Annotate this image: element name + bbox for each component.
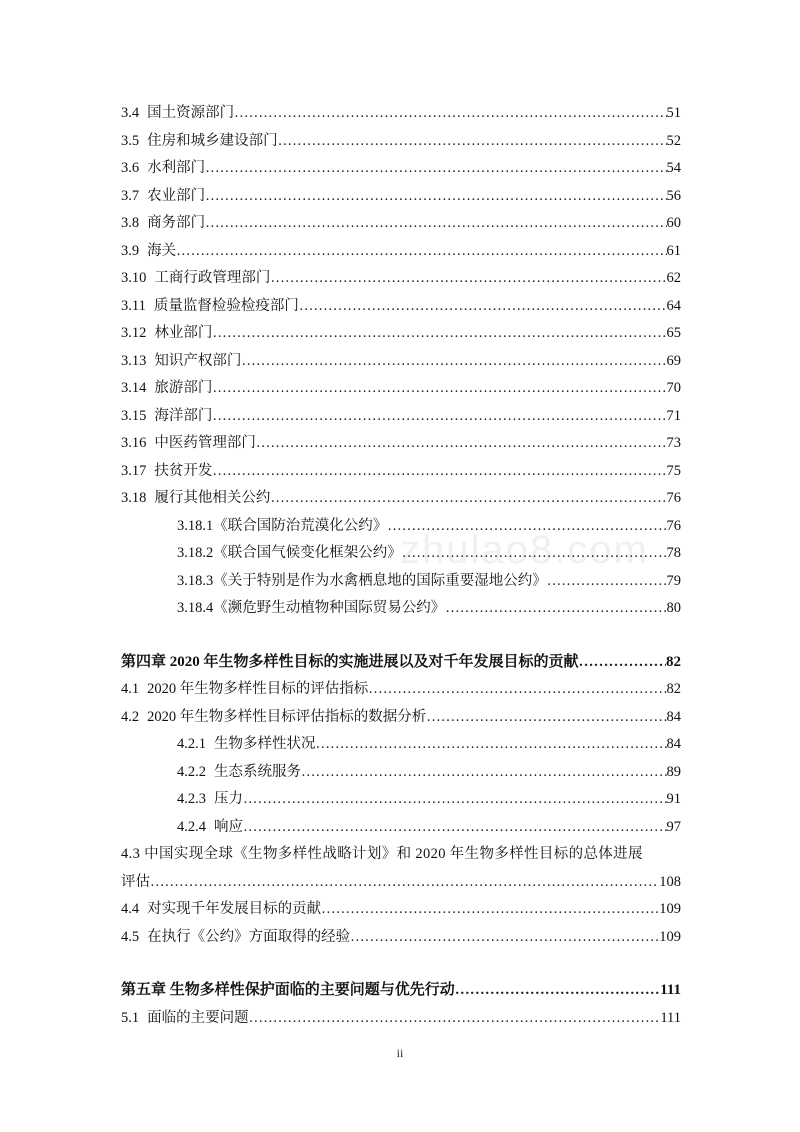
entry-number: 3.14 — [121, 380, 147, 396]
entry-page: 60 — [666, 215, 681, 231]
entry-page: 56 — [666, 187, 681, 204]
leader-dots — [212, 458, 666, 486]
leader-dots — [270, 265, 666, 293]
leader-dots — [256, 430, 667, 458]
toc-entry-4-4[interactable] — [121, 896, 681, 924]
entry-number: 4.2.2 — [177, 763, 206, 780]
toc-entry-3-18[interactable] — [121, 485, 681, 513]
entry-number: 3.9 — [121, 242, 140, 259]
leader-dots — [402, 540, 667, 568]
toc-entry-3-11[interactable] — [121, 293, 681, 321]
leader-dots — [316, 731, 667, 759]
leader-dots — [547, 568, 667, 596]
entry-number: 3.18.1 — [177, 517, 214, 534]
entry-title: 履行其他相关公约 — [154, 490, 271, 506]
entry-number: 3.16 — [121, 435, 147, 451]
entry-number: 3.18 — [121, 490, 147, 506]
entry-title: 林业部门 — [154, 325, 213, 341]
entry-page: 89 — [666, 763, 681, 780]
entry-number: 3.15 — [121, 407, 147, 424]
toc-section-3 — [121, 100, 681, 623]
section-gap — [121, 951, 681, 977]
toc-entry-3-12[interactable] — [121, 320, 681, 348]
leader-dots — [243, 814, 667, 842]
watermark: zhulao8.com — [400, 528, 649, 572]
chapter-page: 111 — [660, 982, 681, 998]
toc-entry-3-4[interactable] — [121, 100, 681, 128]
toc-chapter-5-heading[interactable] — [121, 977, 681, 1005]
chapter-page: 82 — [666, 653, 681, 670]
leader-dots — [350, 924, 659, 952]
entry-page: 84 — [666, 736, 681, 752]
toc-entry-5-1[interactable] — [121, 1005, 681, 1033]
entry-title: 水利部门 — [147, 160, 206, 176]
toc-entry-4-5[interactable] — [121, 924, 681, 952]
toc-entry-3-14[interactable] — [121, 375, 681, 403]
entry-page: 54 — [666, 160, 681, 176]
leader-dots — [243, 786, 667, 814]
entry-title: 知识产权部门 — [154, 352, 242, 369]
entry-page: 69 — [666, 352, 681, 369]
entry-title: 在执行《公约》方面取得的经验 — [147, 928, 351, 945]
entry-page: 70 — [666, 380, 681, 396]
toc-entry-4-1[interactable] — [121, 676, 681, 704]
entry-page: 108 — [659, 873, 681, 890]
entry-title-line2-row — [121, 869, 681, 897]
entry-number: 4.5 — [121, 928, 140, 945]
entry-number: 3.12 — [121, 325, 147, 341]
entry-number: 5.1 — [121, 1009, 140, 1026]
entry-title-line2: 评估 — [121, 873, 150, 890]
leader-dots — [426, 704, 666, 732]
entry-number: 3.18.2 — [177, 545, 214, 561]
entry-title: 质量监督检验检疫部门 — [153, 297, 299, 314]
toc-entry-3-15[interactable] — [121, 403, 681, 431]
toc-chapter-4 — [121, 649, 681, 952]
entry-title: 生物多样性状况 — [214, 736, 316, 752]
leader-dots — [579, 649, 666, 677]
chapter-title: 第五章 生物多样性保护面临的主要问题与优先行动 — [121, 982, 455, 998]
entry-page: 79 — [666, 572, 681, 589]
entry-page: 97 — [666, 818, 681, 835]
toc-entry-3-18-2[interactable] — [121, 540, 681, 568]
entry-number: 3.7 — [121, 187, 140, 204]
entry-title: 《联合国气候变化框架公约》 — [213, 545, 402, 561]
entry-number: 4.2 — [121, 708, 140, 725]
entry-page: 62 — [666, 270, 681, 286]
entry-title: 海洋部门 — [154, 407, 213, 424]
toc-entry-4-2-4[interactable] — [121, 814, 681, 842]
entry-page: 65 — [666, 325, 681, 341]
leader-dots — [212, 375, 666, 403]
toc-entry-3-16[interactable] — [121, 430, 681, 458]
leader-dots — [455, 977, 660, 1005]
leader-dots — [301, 759, 667, 787]
entry-page: 71 — [666, 407, 681, 424]
entry-page: 78 — [666, 545, 681, 561]
toc-entry-3-17[interactable] — [121, 458, 681, 486]
entry-title: 《濒危野生动植物种国际贸易公约》 — [213, 600, 446, 616]
entry-number: 4.1 — [121, 681, 140, 697]
entry-number: 3.13 — [121, 352, 147, 369]
entry-page: 75 — [666, 462, 681, 479]
entry-number: 3.11 — [121, 297, 146, 314]
toc-entry-3-18-4[interactable] — [121, 595, 681, 623]
entry-page: 109 — [659, 928, 681, 945]
entry-page: 73 — [666, 435, 681, 451]
entry-number: 4.2.1 — [177, 736, 206, 752]
entry-title: 生态系统服务 — [214, 763, 301, 780]
toc-entry-3-13[interactable] — [121, 348, 681, 376]
entry-title: 住房和城乡建设部门 — [147, 132, 278, 149]
leader-dots — [176, 238, 666, 266]
leader-dots — [445, 595, 666, 623]
leader-dots — [278, 128, 667, 156]
leader-dots — [212, 403, 666, 431]
entry-number: 3.18.3 — [177, 572, 214, 589]
leader-dots — [387, 513, 666, 541]
toc-entry-4-2-1[interactable] — [121, 731, 681, 759]
entry-title: 2020 年生物多样性目标的评估指标 — [147, 681, 369, 697]
toc-entry-3-18-1[interactable] — [121, 513, 681, 541]
entry-number: 4.2.3 — [177, 791, 206, 807]
entry-number: 3.6 — [121, 160, 140, 176]
leader-dots — [212, 320, 666, 348]
entry-number: 3.10 — [121, 270, 147, 286]
leader-dots — [299, 293, 667, 321]
toc-chapter-5 — [121, 977, 681, 1032]
toc-entry-3-6[interactable] — [121, 155, 681, 183]
leader-dots — [205, 210, 666, 238]
entry-page: 111 — [660, 1009, 681, 1026]
entry-number: 3.8 — [121, 215, 140, 231]
entry-page: 84 — [666, 708, 681, 725]
entry-number: 3.18.4 — [177, 600, 214, 616]
entry-title: 商务部门 — [147, 215, 206, 231]
page-number: ii — [396, 1046, 404, 1060]
toc-entry-4-2-3[interactable] — [121, 786, 681, 814]
toc-entry-3-18-3[interactable] — [121, 568, 681, 596]
entry-title: 2020 年生物多样性目标评估指标的数据分析 — [147, 708, 427, 725]
entry-title: 对实现千年发展目标的贡献 — [147, 901, 322, 917]
entry-number: 3.5 — [121, 132, 140, 149]
toc-entry-3-5[interactable] — [121, 128, 681, 156]
entry-title-line1: 4.3 中国实现全球《生物多样性战略计划》和 2020 年生物多样性目标的总体进展 — [121, 846, 643, 862]
entry-title: 旅游部门 — [154, 380, 213, 396]
entry-page: 91 — [666, 791, 681, 807]
toc-chapter-4-heading[interactable] — [121, 649, 681, 677]
leader-dots — [249, 1005, 661, 1033]
leader-dots — [368, 676, 666, 704]
entry-page: 52 — [666, 132, 681, 149]
entry-number: 3.4 — [121, 105, 140, 121]
leader-dots — [321, 896, 659, 924]
table-of-contents — [121, 100, 681, 1032]
entry-page: 64 — [666, 297, 681, 314]
leader-dots — [150, 869, 659, 897]
entry-page: 76 — [666, 490, 681, 506]
entry-title: 《联合国防治荒漠化公约》 — [213, 517, 388, 534]
toc-entry-4-2[interactable] — [121, 704, 681, 732]
entry-title: 面临的主要问题 — [147, 1009, 249, 1026]
section-gap — [121, 623, 681, 649]
entry-page: 82 — [666, 681, 681, 697]
leader-dots — [205, 183, 666, 211]
toc-entry-4-3[interactable] — [121, 841, 681, 896]
entry-page: 80 — [666, 600, 681, 616]
entry-title: 压力 — [214, 791, 243, 807]
leader-dots — [270, 485, 666, 513]
entry-page: 76 — [666, 517, 681, 534]
toc-entry-3-9[interactable] — [121, 238, 681, 266]
toc-entry-3-7[interactable] — [121, 183, 681, 211]
toc-entry-3-10[interactable] — [121, 265, 681, 293]
entry-number: 4.2.4 — [177, 818, 206, 835]
toc-entry-3-8[interactable] — [121, 210, 681, 238]
entry-number: 3.17 — [121, 462, 147, 479]
entry-title: 农业部门 — [147, 187, 206, 204]
leader-dots — [241, 348, 666, 376]
entry-page: 61 — [666, 242, 681, 259]
leader-dots — [205, 155, 666, 183]
leader-dots — [234, 100, 666, 128]
entry-title: 工商行政管理部门 — [154, 270, 271, 286]
chapter-title: 第四章 2020 年生物多样性目标的实施进展以及对千年发展目标的贡献 — [121, 653, 579, 670]
entry-title: 扶贫开发 — [154, 462, 213, 479]
entry-number: 4.4 — [121, 901, 140, 917]
toc-entry-4-2-2[interactable] — [121, 759, 681, 787]
entry-page: 51 — [666, 105, 681, 121]
entry-page: 109 — [659, 901, 681, 917]
entry-title: 响应 — [214, 818, 243, 835]
entry-title: 中医药管理部门 — [154, 435, 256, 451]
entry-title: 海关 — [147, 242, 177, 259]
entry-title: 《关于特别是作为水禽栖息地的国际重要湿地公约》 — [213, 572, 547, 589]
entry-title: 国土资源部门 — [147, 105, 235, 121]
